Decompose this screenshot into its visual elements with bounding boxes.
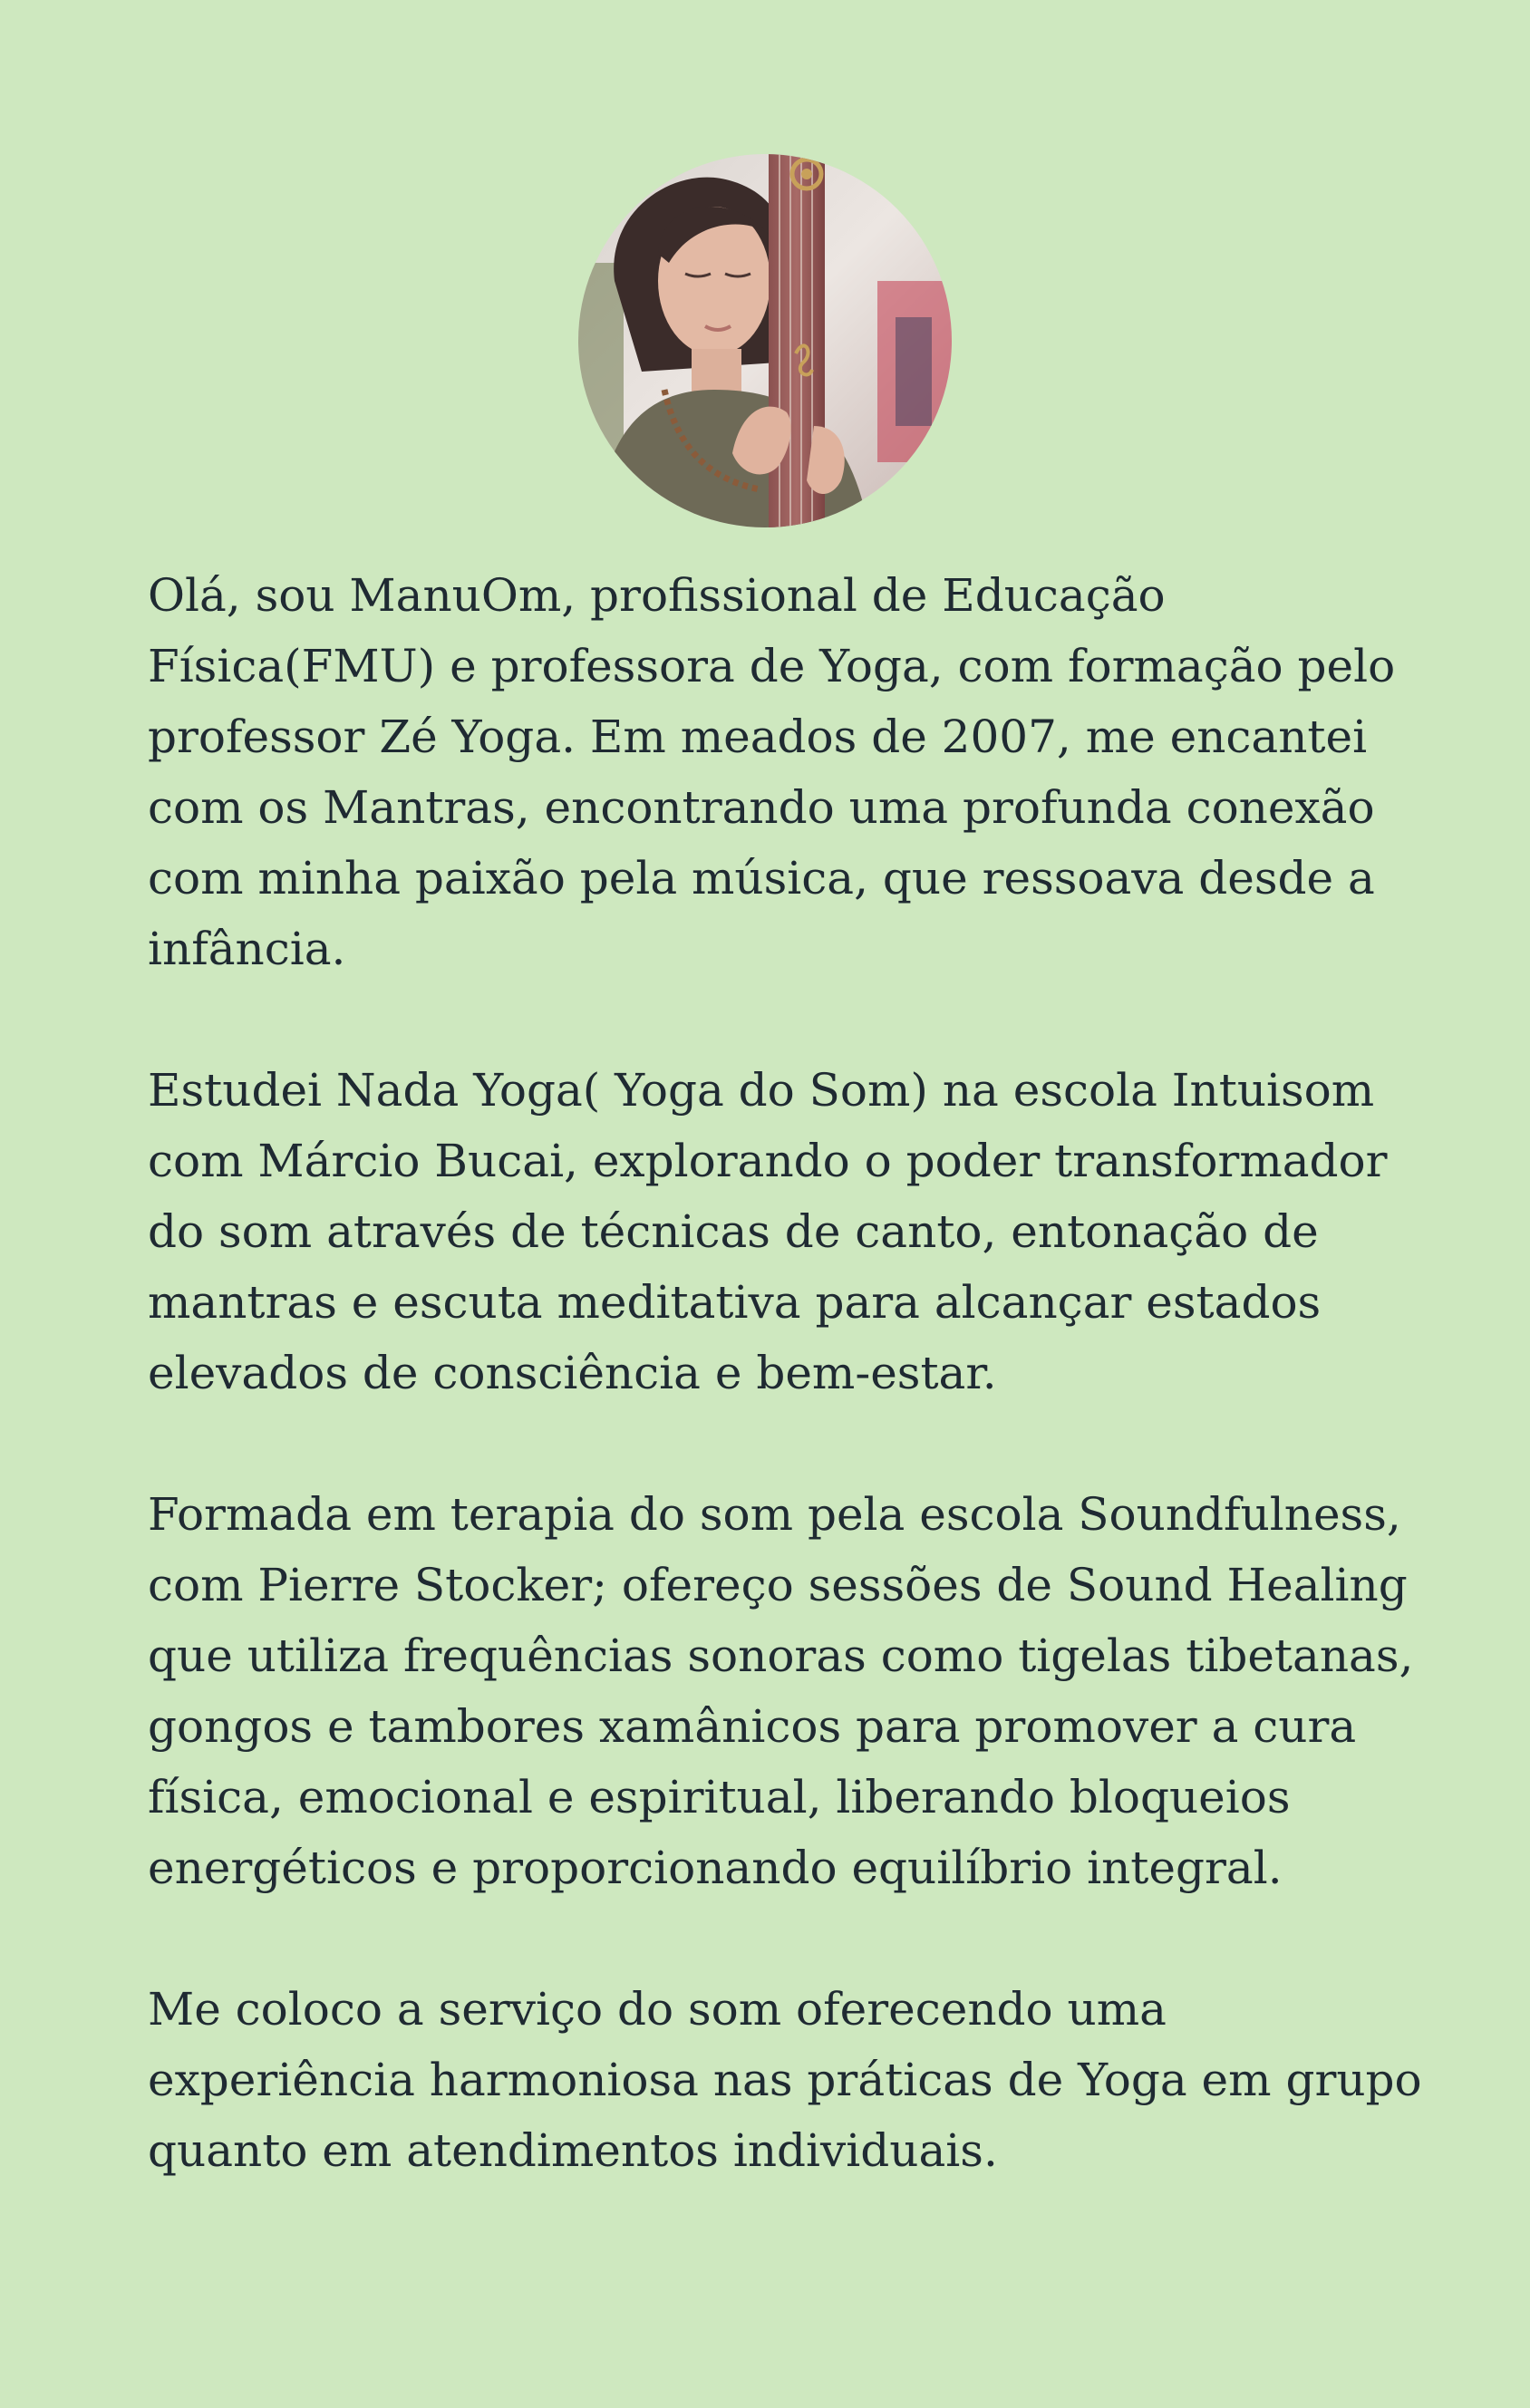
bio-paragraph-service: Me coloco a serviço do som oferecendo uma experiência harmoniosa nas práticas de Yoga em grupo quanto em atendimentos individuais. [148,1983,1422,2177]
bio-paragraph-sound-therapy: Formada em terapia do som pela escola Soundfulness, com Pierre Stocker; ofereço sessões de Sound Healing que utiliza frequências sonoras como tigelas tibetanas, gongos e tambores xamânicos para promover a cura física, emocional e espiritual, liberando bloqueios energéticos e proporcionando equilíbrio integral. [148,1488,1414,1894]
bio-text [148,560,1435,2186]
profile-photo-illustration [578,154,952,527]
bio-paragraph-nada-yoga: Estudei Nada Yoga( Yoga do Som) na escola Intuisom com Márcio Bucai, explorando o poder transformador do som através de técnicas de canto, entonação de mantras e escuta meditativa para alcançar estados elevados de consciência e bem-estar. [148,1064,1388,1399]
bio-paragraph-intro: Olá, sou ManuOm, profissional de Educação Física(FMU) e professora de Yoga, com formação pelo professor Zé Yoga. Em meados de 2007, me encantei com os Mantras, encontrando uma profunda conexão com minha paixão pela música, que ressoava desde a infância. [148,569,1396,975]
profile-photo [578,154,952,527]
